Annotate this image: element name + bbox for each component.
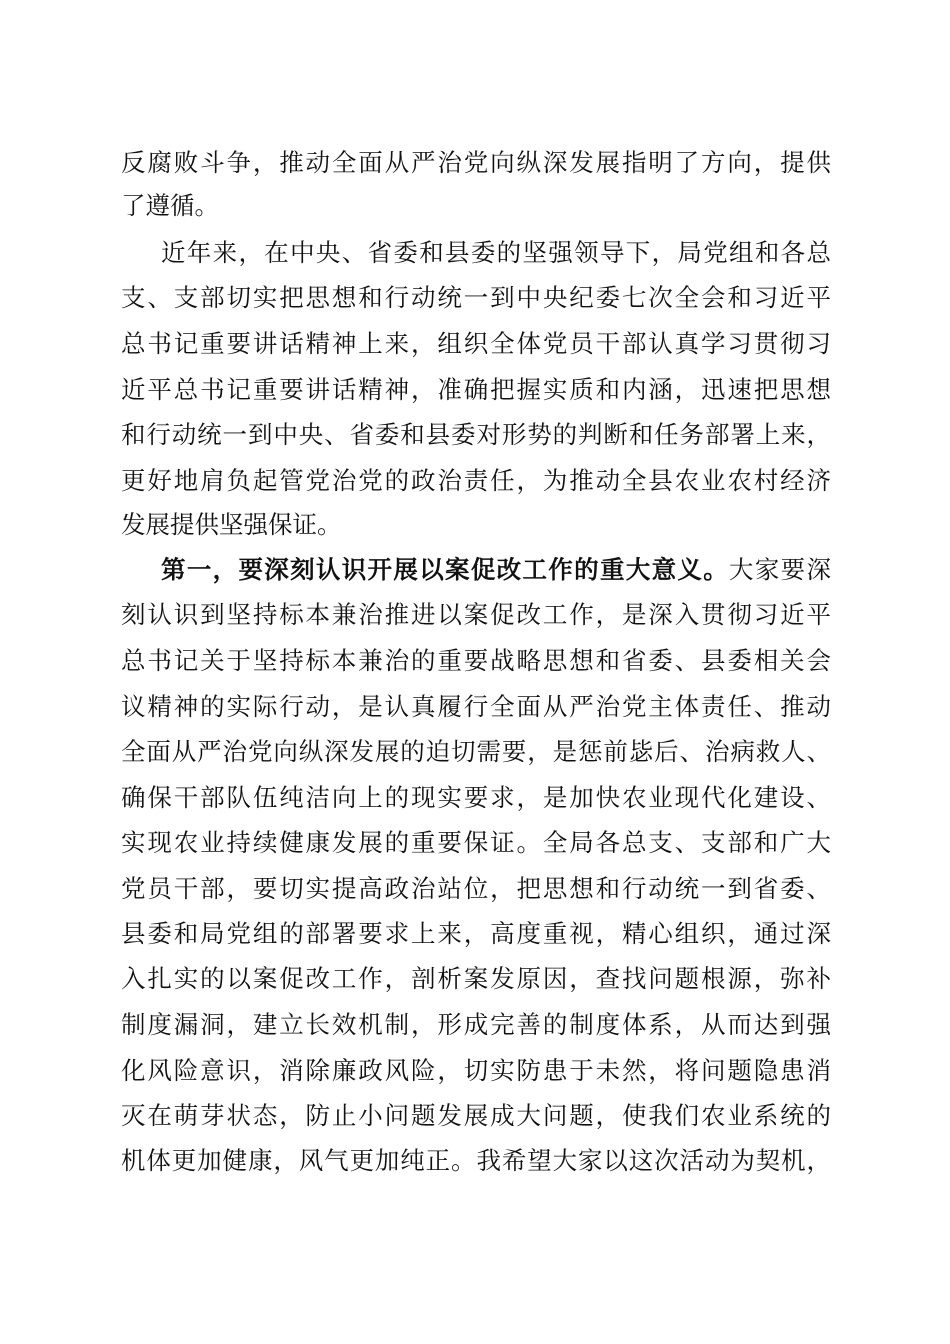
text-line: 化风险意识，消除廉政风险，切实防患于未然，将问题隐患消 [121,1056,831,1085]
text-line: 和行动统一到中央、省委和县委对形势的判断和任务部署上来， [121,420,831,449]
text-line: 近平总书记重要讲话精神，准确把握实质和内涵，迅速把思想 [121,375,831,404]
text-line: 灭在萌芽状态，防止小问题发展成大问题，使我们农业系统的 [121,1101,831,1130]
text-line: 确保干部队伍纯洁向上的现实要求，是加快农业现代化建设、 [121,783,831,812]
text-line: 实现农业持续健康发展的重要保证。全局各总支、支部和广大 [121,828,831,857]
paragraph-first-line: 近年来，在中央、省委和县委的坚强领导下，局党组和各总 [161,238,831,267]
text-line: 入扎实的以案促改工作，剖析案发原因，查找问题根源，弥补 [121,964,831,993]
text-line: 党员干部，要切实提高政治站位，把思想和行动统一到省委、 [121,874,831,903]
text-line: 制度漏洞，建立长效机制，形成完善的制度体系，从而达到强 [121,1010,831,1039]
text-line: 更好地肩负起管党治党的政治责任，为推动全县农业农村经济 [121,466,831,495]
text-line: 了遵循。 [121,191,219,220]
text-line: 总书记关于坚持标本兼治的重要战略思想和省委、县委相关会 [121,646,831,675]
paragraph-first-line [161,555,831,585]
text-line: 全面从严治党向纵深发展的迫切需要，是惩前毖后、治病救人、 [121,737,831,766]
text-line: 县委和局党组的部署要求上来，高度重视，精心组织，通过深 [121,919,831,948]
text-line: 发展提供坚强保证。 [121,510,342,539]
text-run: 大家要深 [729,555,832,584]
section-heading: 第一，要深刻认识开展以案促改工作的重大意义。 [161,555,730,584]
text-line: 反腐败斗争，推动全面从严治党向纵深发展指明了方向，提供 [121,148,831,177]
text-line: 刻认识到坚持标本兼治推进以案促改工作，是深入贯彻习近平 [121,600,831,629]
text-line: 议精神的实际行动，是认真履行全面从严治党主体责任、推动 [121,692,831,721]
text-line: 支、支部切实把思想和行动统一到中央纪委七次全会和习近平 [121,283,831,312]
text-line: 总书记重要讲话精神上来，组织全体党员干部认真学习贯彻习 [121,329,831,358]
text-line: 机体更加健康，风气更加纯正。我希望大家以这次活动为契机， [121,1146,831,1175]
